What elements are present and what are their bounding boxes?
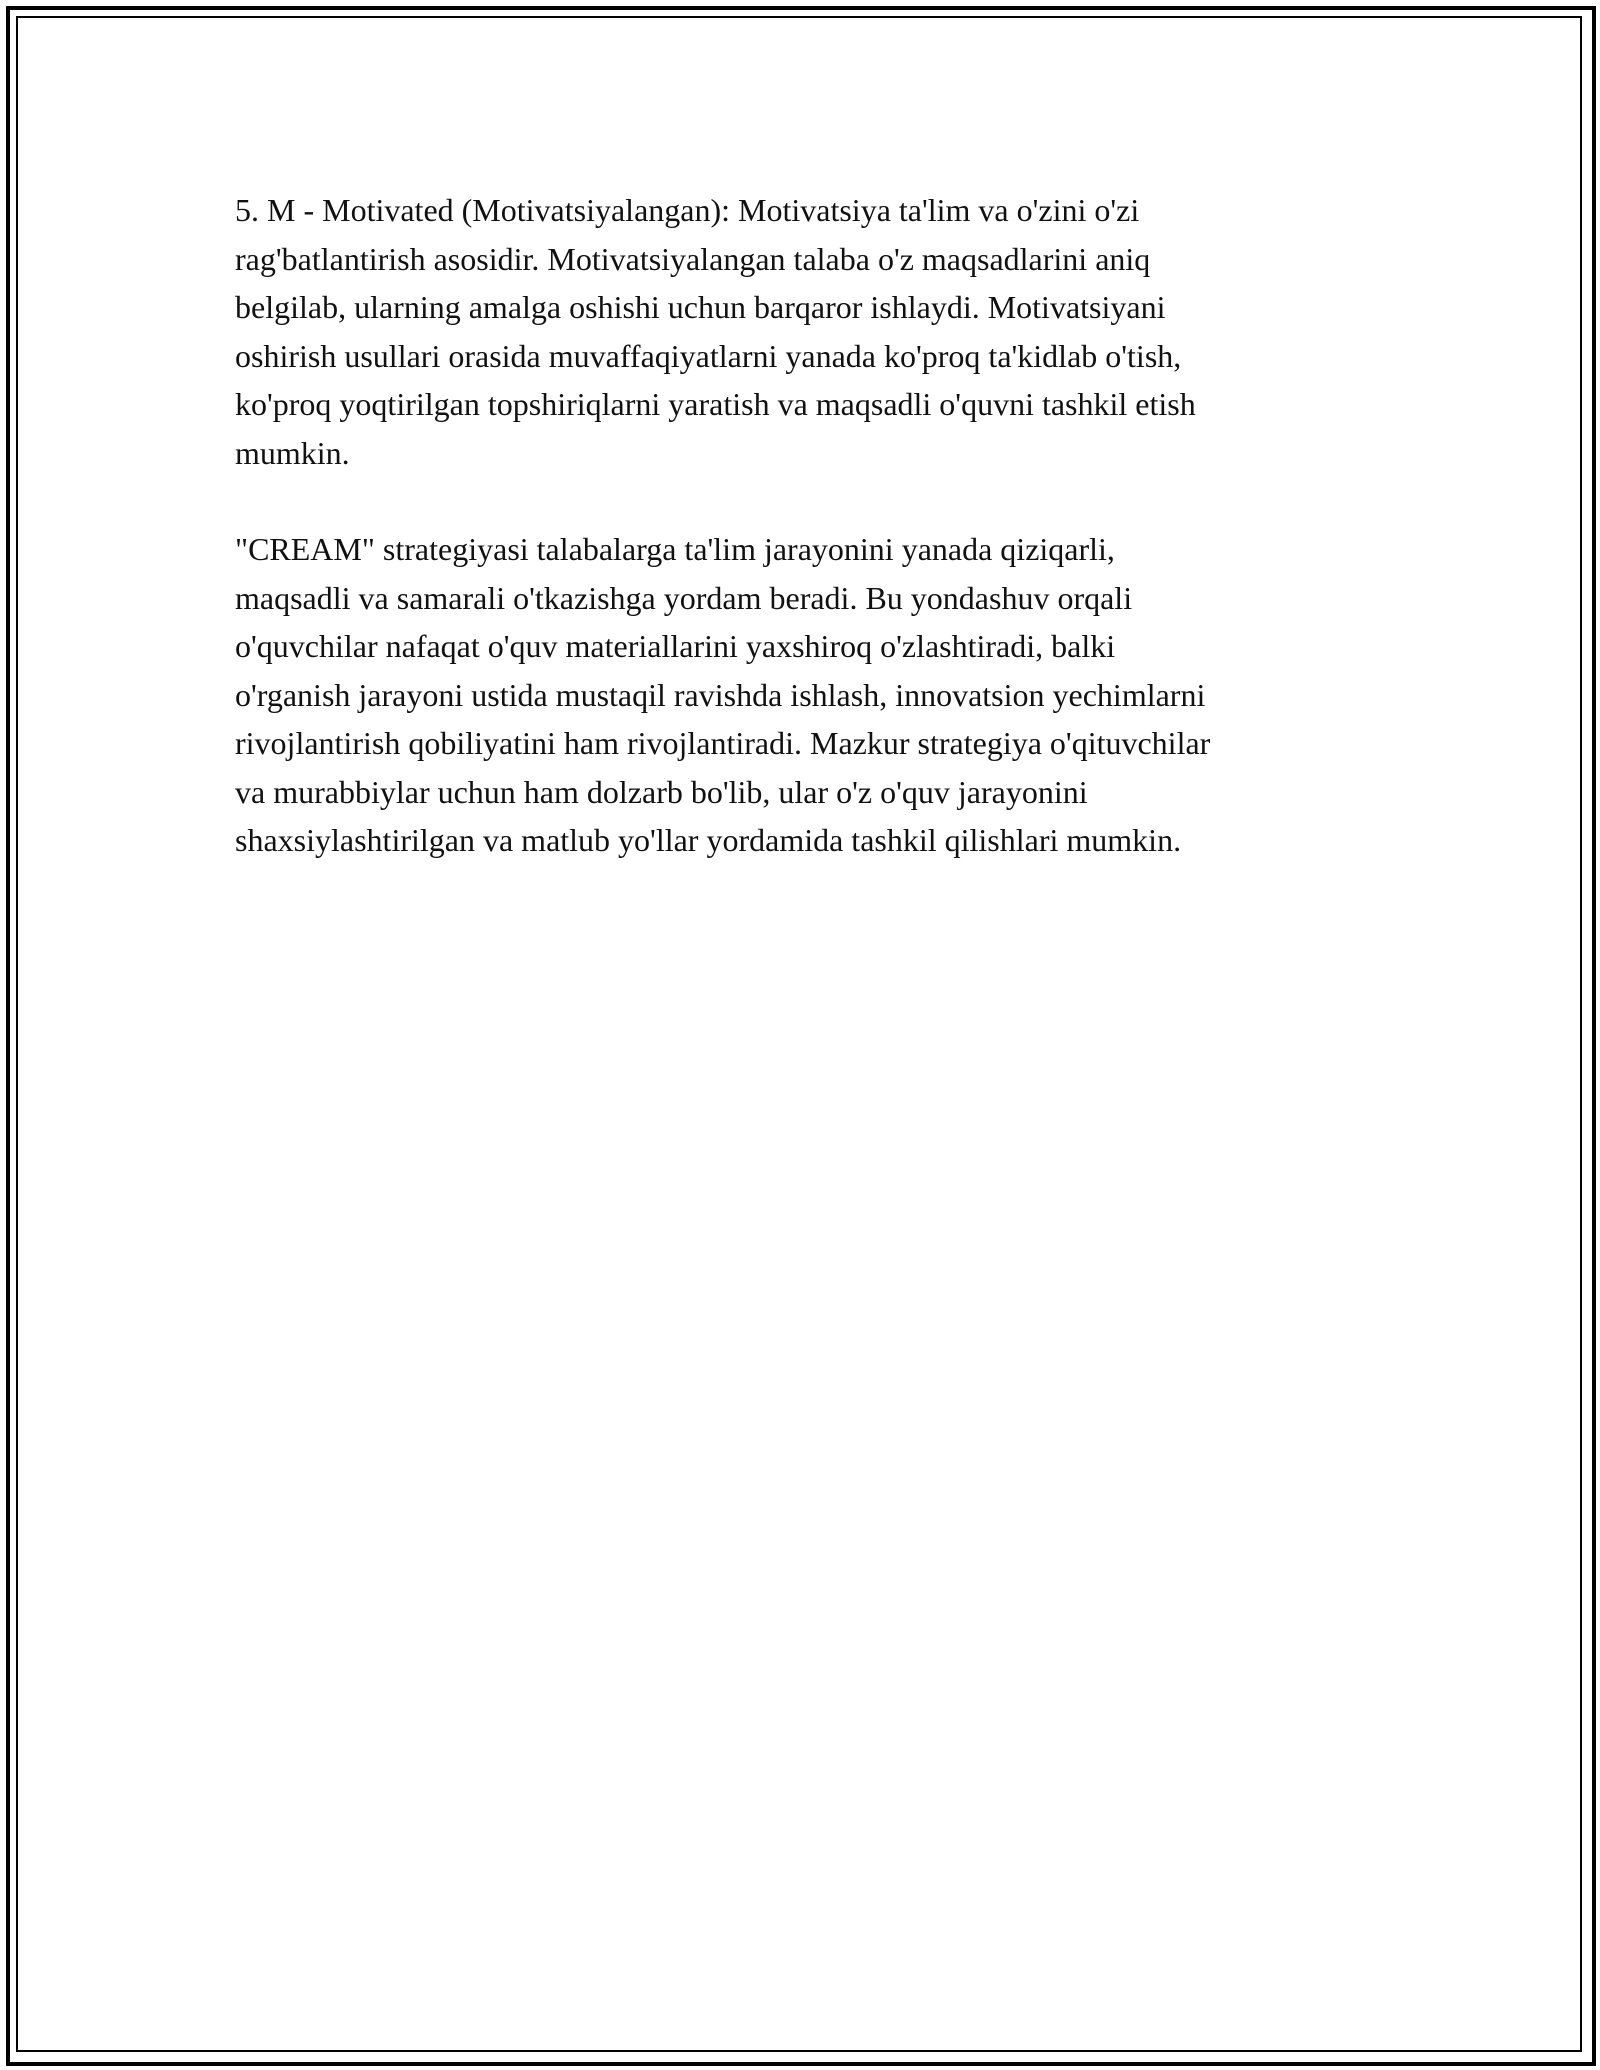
paragraph-motivated: 5. M - Motivated (Motivatsiyalangan): Motivatsiya ta'lim va o'zini o'zi rag'batlantirish asosidir. Motivatsiyalangan talaba o'z maqsadlarini aniq belgilab, ularning amalga oshishi uchun barqaror ishlaydi. Motivatsiyani oshirish usullari orasida muvaffaqiyatlarni yanada ko'proq ta'kidlab o'tish, ko'proq yoqtirilgan topshiriqlarni yaratish va maqsadli o'quvni tashkil etish mumkin. — [235, 192, 1196, 471]
document-body — [235, 186, 1365, 913]
paragraph-cream-summary: "CREAM" strategiyasi talabalarga ta'lim jarayonini yanada qiziqarli, maqsadli va samarali o'tkazishga yordam beradi. Bu yondashuv orqali o'quvchilar nafaqat o'quv materiallarini yaxshiroq o'zlashtiradi, balki o'rganish jarayoni ustida mustaqil ravishda ishlash, innovatsion yechimlarni rivojlantirish qobiliyatini ham rivojlantiradi. Mazkur strategiya o'qituvchilar va murabbiylar uchun ham dolzarb bo'lib, ular o'z o'quv jarayonini shaxsiylashtirilgan va matlub yo'llar yordamida tashkil qilishlari mumkin. — [235, 531, 1211, 858]
